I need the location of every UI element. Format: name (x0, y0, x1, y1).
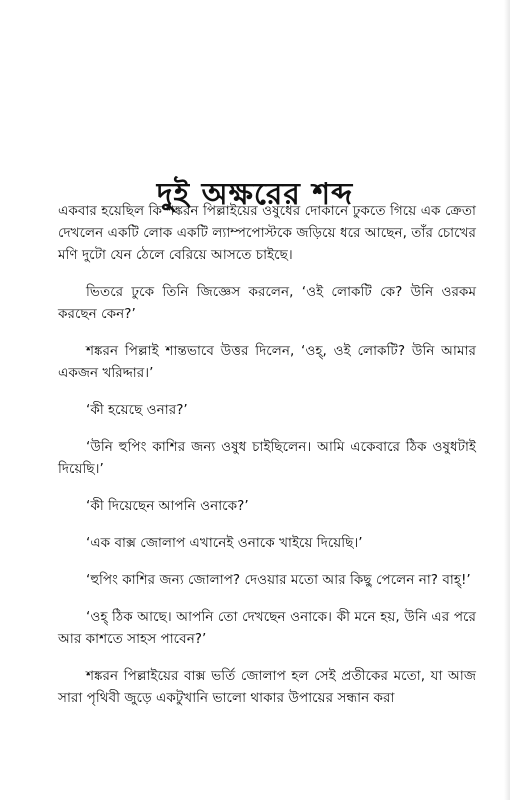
paragraph: ‘উনি হুপিং কাশির জন্য ওষুধ চাইছিলেন। আমি একেবারে ঠিক ওষুধটাই দিয়েছি।’ (58, 439, 476, 477)
paragraph: শঙ্করন পিল্লাইয়ের বাক্স ভর্তি জোলাপ হল সেই প্রতীকের মতো, যা আজ সারা পৃথিবী জুড়ে একটুখানি ভালো থাকার উপায়ের সন্ধান করা (58, 668, 476, 706)
paragraph: ‘হুপিং কাশির জন্য জোলাপ? দেওয়ার মতো আর কিছু পেলেন না? বাহ্!’ (86, 572, 471, 588)
paragraph: ‘কী হয়েছে ওনার?’ (86, 402, 188, 418)
paragraph: শঙ্করন পিল্লাই শান্তভাবে উত্তর দিলেন, ‘ওহ্, ওই লোকটি? উনি আমার একজন খরিদ্দার।’ (58, 343, 476, 381)
chapter-title: দুই অক্ষরের শব্দ (156, 177, 354, 213)
paragraph: ভিতরে ঢুকে তিনি জিজ্ঞেস করলেন, ‘ওই লোকটি কে? উনি ওরকম করছেন কেন?’ (58, 284, 476, 322)
paragraph: একবার হয়েছিল কি শঙ্করন পিল্লাইয়ের ওষুধের দোকানে ঢুকতে গিয়ে এক ক্রেতা দেখলেন একটি লোক একটি ল্যাম্পপোস্টকে জড়িয়ে ধরে আছেন, তাঁর চোখের মণি দুটো যেন ঠেলে বেরিয়ে আসতে চাইছে। (58, 203, 476, 263)
paragraph: ‘এক বাক্স জোলাপ এখানেই ওনাকে খাইয়ে দিয়েছি।’ (86, 535, 363, 551)
paragraph: ‘কী দিয়েছেন আপনি ওনাকে?’ (86, 498, 249, 514)
page-edge-shadow (504, 0, 510, 800)
chapter-body (58, 200, 476, 724)
paragraph: ‘ওহ্ ঠিক আছে। আপনি তো দেখছেন ওনাকে। কী মনে হয়, উনি এর পরে আর কাশতে সাহস পাবেন?’ (58, 609, 476, 647)
